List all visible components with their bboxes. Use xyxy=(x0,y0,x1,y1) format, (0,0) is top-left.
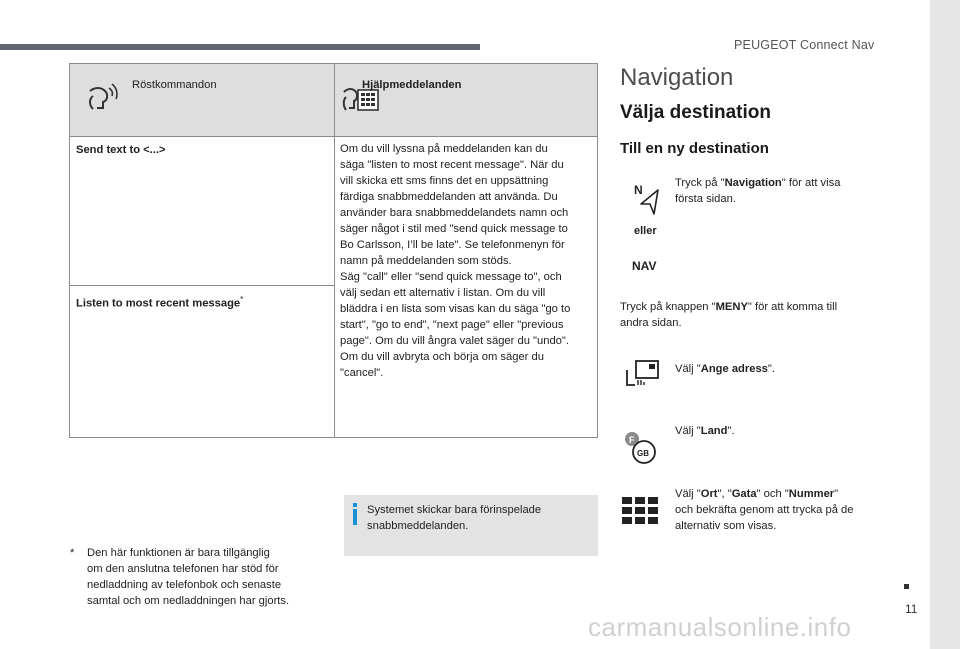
watermark: carmanualsonline.info xyxy=(588,612,852,642)
row-divider xyxy=(70,285,334,286)
page-number: 11 xyxy=(905,602,918,616)
subsubsection-title: Till en ny destination xyxy=(620,140,769,157)
step-enter-address: Välj "Ange adress". xyxy=(675,363,775,375)
svg-text:GB: GB xyxy=(637,449,649,458)
info-box xyxy=(344,495,598,556)
column-header-help: Hjälpmeddelanden xyxy=(362,79,462,91)
command-send-text: Send text to <...> xyxy=(76,144,166,156)
subsection-title: Välja destination xyxy=(620,102,771,123)
column-header-commands: Röstkommandon xyxy=(132,79,217,91)
info-icon xyxy=(353,503,357,525)
help-description: Om du vill lyssna på meddelanden kan du säga "listen to most recent message". När du vill skicka ett sms finns det en uppsättning färdiga snabbmeddelanden att använda. Du använder bara snabbmeddelandets namn och säger något i stil med "send quick message to Bo Carlsson, I’ll be late". Se telefonmenyn för namn på meddelanden som stöds. Säg "call" eller "send quick message to", och välj sedan ett alternativ i listan. Om du vill bläddra i en lista som visas kan du säga "go to start", "go to end", "next page" eller "previous page". Om du vill ångra valet säger du "undo". Om du vill avbryta och börja om säger du "cancel". xyxy=(340,143,571,379)
step-address-details: Välj "Ort", "Gata" och "Nummer" och bekräfta genom att trycka på de alternativ som visas. xyxy=(675,488,854,532)
section-title: Navigation xyxy=(620,64,734,91)
header-bar xyxy=(0,44,480,50)
brand-title: PEUGEOT Connect Nav xyxy=(734,38,875,52)
voice-command-table xyxy=(69,63,598,438)
navigation-arrow-icon xyxy=(632,182,662,216)
keypad-grid-icon xyxy=(622,497,660,525)
country-icon xyxy=(624,430,664,466)
step-menu: Tryck på knappen "MENY" för att komma till andra sidan. xyxy=(620,301,838,329)
column-divider xyxy=(334,64,335,437)
enter-address-icon xyxy=(624,358,662,388)
nav-button-label: NAV xyxy=(632,259,657,273)
step-navigation: Tryck på "Navigation" för att visa första sidan. xyxy=(675,177,841,205)
footnote-mark: * xyxy=(70,547,75,559)
command-listen-recent: Listen to most recent message* xyxy=(76,295,244,310)
or-label: eller xyxy=(634,225,657,237)
svg-text:F: F xyxy=(629,435,635,445)
side-margin xyxy=(930,0,960,649)
voice-command-icon xyxy=(87,82,121,112)
page-marker xyxy=(904,584,909,589)
footnote-text: Den här funktionen är bara tillgänglig om den anslutna telefonen har stöd för nedladdning av telefonbok och senaste samtal och om nedladdningen har gjorts. xyxy=(87,547,290,607)
svg-text:N: N xyxy=(634,183,643,197)
step-country: Välj "Land". xyxy=(675,425,735,437)
info-text: Systemet skickar bara förinspelade snabbmeddelanden. xyxy=(367,504,542,532)
